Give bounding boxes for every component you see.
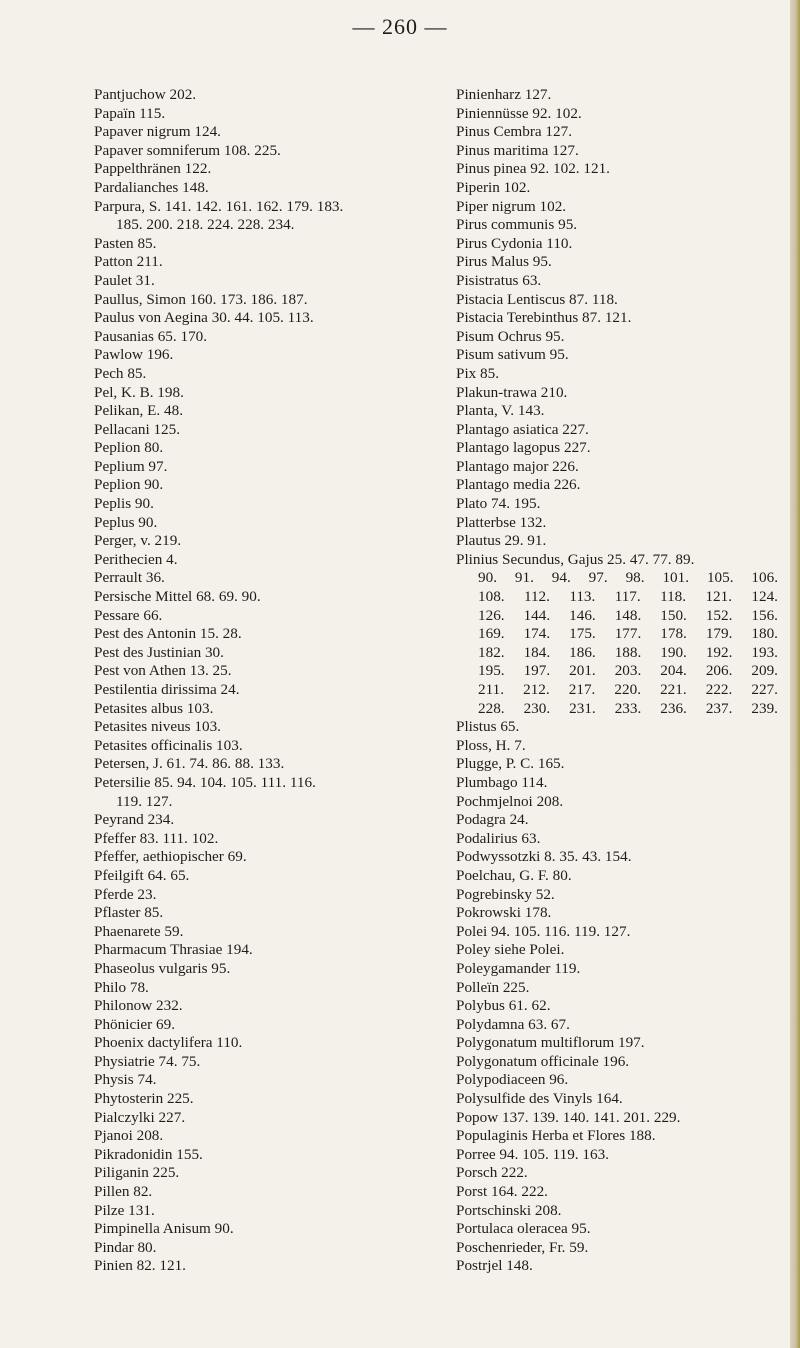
index-entry: Perrault 36. [94, 569, 165, 587]
index-column-left [94, 86, 494, 1276]
index-entry: 126. 144. 146. 148. 150. 152. 156. [478, 606, 778, 624]
index-entry: Pogrebinsky 52. [456, 885, 555, 903]
index-entry: Podalirius 63. [456, 829, 541, 847]
index-entry: Pistacia Terebinthus 87. 121. [456, 309, 632, 327]
index-entry: Portschinski 208. [456, 1201, 562, 1219]
index-entry: 182. 184. 186. 188. 190. 192. 193. [478, 643, 778, 661]
index-entry: Pochmjelnoi 208. [456, 792, 564, 810]
index-entry: Pfeffer, aethiopischer 69. [94, 848, 247, 866]
index-entry: Paulet 31. [94, 271, 155, 289]
index-entry: 195. 197. 201. 203. 204. 206. 209. [478, 662, 778, 680]
index-entry: Polypodiaceen 96. [456, 1071, 569, 1089]
index-entry: Polybus 61. 62. [456, 997, 551, 1015]
index-entry: Peplis 90. [94, 495, 154, 513]
index-entry: Pistacia Lentiscus 87. 118. [456, 290, 618, 308]
index-entry: Paullus, Simon 160. 173. 186. 187. [94, 290, 308, 308]
index-entry: Pessare 66. [94, 606, 163, 624]
index-entry: Parpura, S. 141. 142. 161. 162. 179. 183. [94, 197, 344, 215]
index-entry: Pfeffer 83. 111. 102. [94, 829, 219, 847]
index-entry: Piniennüsse 92. 102. [456, 104, 582, 122]
index-entry: Petersen, J. 61. 74. 86. 88. 133. [94, 755, 285, 773]
index-entry: Polleïn 225. [456, 978, 530, 996]
index-entry: Phytosterin 225. [94, 1090, 194, 1108]
index-entry: Pillen 82. [94, 1183, 153, 1201]
index-entry: Polygonatum officinale 196. [456, 1052, 630, 1070]
index-entry: Pokrowski 178. [456, 904, 552, 922]
index-entry: Peplus 90. [94, 513, 158, 531]
index-entry: Petasites officinalis 103. [94, 736, 243, 754]
index-entry: Pest des Antonin 15. 28. [94, 625, 242, 643]
index-entry: Papaver nigrum 124. [94, 123, 221, 141]
index-entry: Phoenix dactylifera 110. [94, 1034, 243, 1052]
index-entry: 119. 127. [116, 792, 173, 810]
index-entry: Philonow 232. [94, 997, 183, 1015]
index-entry: Pelikan, E. 48. [94, 402, 184, 420]
index-entry: Pisum sativum 95. [456, 346, 569, 364]
index-entry: Poleygamander 119. [456, 959, 581, 977]
page-number: — 260 — [352, 14, 448, 39]
index-entry: Pialczylki 227. [94, 1108, 186, 1126]
index-entry: Plantago major 226. [456, 457, 579, 475]
index-entry: Pawlow 196. [94, 346, 174, 364]
index-entry: Plautus 29. 91. [456, 532, 547, 550]
index-entry: Pech 85. [94, 364, 147, 382]
index-entry: Perger, v. 219. [94, 532, 182, 550]
index-entry: Platterbse 132. [456, 513, 547, 531]
index-entry: Pjanoi 208. [94, 1127, 164, 1145]
index-entry: Poelchau, G. F. 80. [456, 866, 572, 884]
index-entry: Planta, V. 143. [456, 402, 545, 420]
index-entry: 185. 200. 218. 224. 228. 234. [116, 216, 295, 234]
index-entry: Pappelthränen 122. [94, 160, 212, 178]
index-entry: Pferde 23. [94, 885, 157, 903]
index-entry: Pflaster 85. [94, 904, 164, 922]
index-entry: Plato 74. 195. [456, 495, 541, 513]
index-entry: Piliganin 225. [94, 1164, 180, 1182]
index-entry: Piper nigrum 102. [456, 197, 567, 215]
index-entry: Porst 164. 222. [456, 1183, 548, 1201]
index-entry: Piperin 102. [456, 178, 531, 196]
index-entry: Pest von Athen 13. 25. [94, 662, 232, 680]
index-entry: 228. 230. 231. 233. 236. 237. 239. [478, 699, 778, 717]
index-entry: Petasites niveus 103. [94, 718, 221, 736]
index-entry: Postrjel 148. [456, 1257, 533, 1275]
index-entry: Poley siehe Polei. [456, 941, 565, 959]
index-entry: Plantago asiatica 227. [456, 420, 589, 438]
index-entry: Peyrand 234. [94, 811, 175, 829]
index-entry: Plumbago 114. [456, 773, 548, 791]
index-entry: Phaenarete 59. [94, 922, 184, 940]
index-entry: Polysulfide des Vinyls 164. [456, 1090, 623, 1108]
index-entry: 169. 174. 175. 177. 178. 179. 180. [478, 625, 778, 643]
index-entry: Peplion 90. [94, 476, 164, 494]
index-entry: Plistus 65. [456, 718, 520, 736]
index-entry: Pilze 131. [94, 1201, 155, 1219]
index-entry: Paulus von Aegina 30. 44. 105. 113. [94, 309, 314, 327]
index-entry: 211. 212. 217. 220. 221. 222. 227. [478, 681, 778, 698]
index-entry: Pirus communis 95. [456, 216, 578, 234]
index-entry: Pisistratus 63. [456, 271, 542, 289]
index-entry: Pantjuchow 202. [94, 86, 197, 103]
index-entry: Portulaca oleracea 95. [456, 1220, 591, 1238]
index-entry: Porree 94. 105. 119. 163. [456, 1145, 609, 1163]
index-entry: Perithecien 4. [94, 550, 178, 568]
index-entry: Plantago lagopus 227. [456, 439, 591, 457]
index-entry: Pinien 82. 121. [94, 1257, 186, 1275]
index-entry: Polygonatum multiflorum 197. [456, 1034, 645, 1052]
index-entry: Phönicier 69. [94, 1015, 175, 1033]
page-edge [790, 0, 800, 1348]
index-entry: Pirus Malus 95. [456, 253, 552, 271]
index-entry: Pimpinella Anisum 90. [94, 1220, 234, 1238]
index-column-right [456, 86, 776, 1276]
index-entry: Poschenrieder, Fr. 59. [456, 1238, 589, 1256]
index-entry: Pinus pinea 92. 102. 121. [456, 160, 610, 178]
index-entry: Polydamna 63. 67. [456, 1015, 570, 1033]
index-entry: Plugge, P. C. 165. [456, 755, 565, 773]
index-entry: Phaseolus vulgaris 95. [94, 959, 231, 977]
index-entry: Plakun-trawa 210. [456, 383, 568, 401]
index-entry: Pinus maritima 127. [456, 141, 579, 159]
index-entry: Ploss, H. 7. [456, 736, 526, 754]
index-entry: Pfeilgift 64. 65. [94, 866, 190, 884]
index-entry: Pasten 85. [94, 234, 157, 252]
index-entry: Papaver somniferum 108. 225. [94, 141, 281, 159]
index-entry: Podwyssotzki 8. 35. 43. 154. [456, 848, 632, 866]
index-entry: Petersilie 85. 94. 104. 105. 111. 116. [94, 773, 316, 791]
index-entry: Pharmacum Thrasiae 194. [94, 941, 253, 959]
index-entry: Pix 85. [456, 364, 500, 382]
index-entry: Pikradonidin 155. [94, 1145, 203, 1163]
index-entry: Populaginis Herba et Flores 188. [456, 1127, 656, 1145]
index-entry: Pest des Justinian 30. [94, 643, 224, 661]
index-entry: Physiatrie 74. 75. [94, 1052, 201, 1070]
index-entry: Pisum Ochrus 95. [456, 327, 565, 345]
index-entry: 90. 91. 94. 97. 98. 101. 105. 106. [478, 569, 778, 587]
index-entry: Persische Mittel 68. 69. 90. [94, 588, 261, 606]
index-entry: Plinius Secundus, Gajus 25. 47. 77. 89. [456, 550, 695, 568]
index-entry: Pindar 80. [94, 1238, 157, 1256]
index-entry: Papaïn 115. [94, 104, 166, 122]
index-entry: Physis 74. [94, 1071, 157, 1089]
index-entry: Peplium 97. [94, 457, 168, 475]
index-entry: Philo 78. [94, 978, 149, 996]
index-entry: Porsch 222. [456, 1164, 528, 1182]
index-entry: Popow 137. 139. 140. 141. 201. 229. [456, 1108, 681, 1126]
index-entry: 108. 112. 113. 117. 118. 121. 124. [478, 588, 778, 606]
index-entry: Patton 211. [94, 253, 163, 271]
index-entry: Pinienharz 127. [456, 86, 552, 103]
index-entry: Pardalianches 148. [94, 178, 209, 196]
index-entry: Pellacani 125. [94, 420, 181, 438]
index-entry: Pestilentia dirissima 24. [94, 681, 240, 698]
index-entry: Peplion 80. [94, 439, 164, 457]
index-entry: Pel, K. B. 198. [94, 383, 184, 401]
index-entry: Pausanias 65. 170. [94, 327, 208, 345]
index-entry: Pirus Cydonia 110. [456, 234, 573, 252]
index-entry: Plantago media 226. [456, 476, 581, 494]
index-entry: Polei 94. 105. 116. 119. 127. [456, 922, 631, 940]
index-entry: Podagra 24. [456, 811, 529, 829]
index-entry: Pinus Cembra 127. [456, 123, 573, 141]
index-entry: Petasites albus 103. [94, 699, 214, 717]
